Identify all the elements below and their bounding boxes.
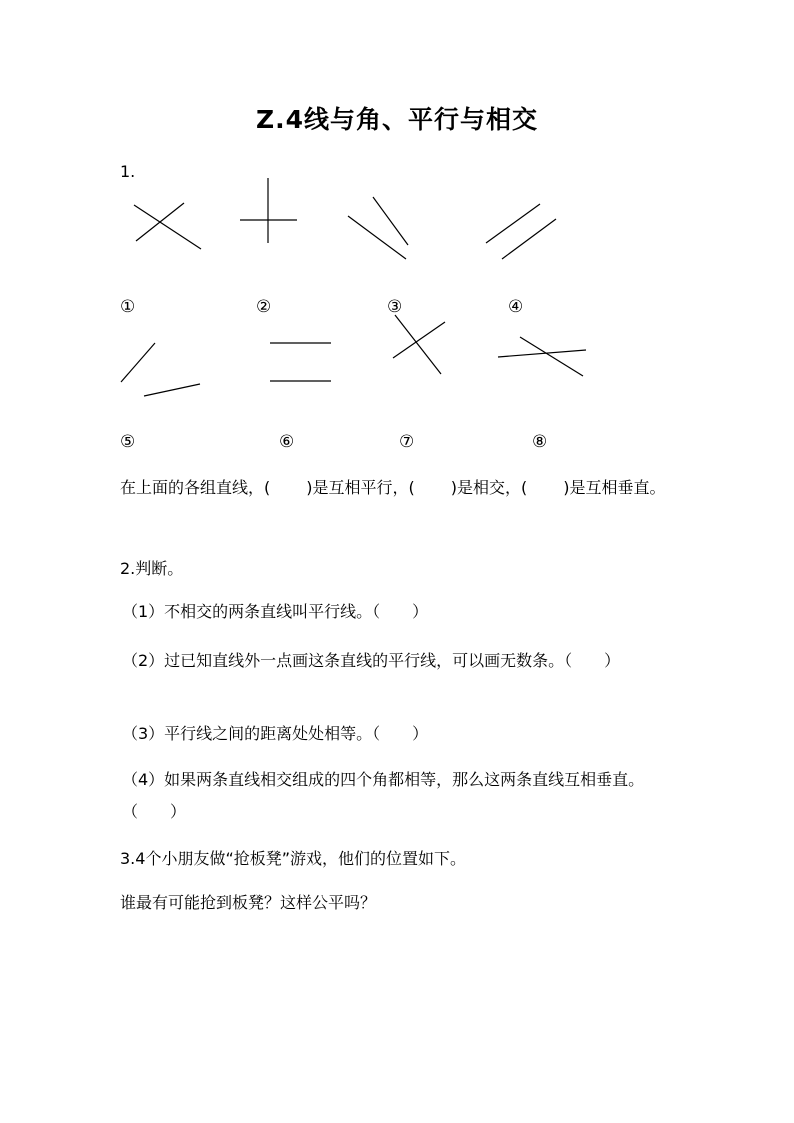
figure-2-lines [240, 178, 297, 243]
statement-part-3: )是相交，( [450, 478, 528, 497]
figure-4-label: ④ [508, 297, 524, 317]
question-2-label: 2.判断。 [120, 559, 184, 578]
page-title: Z.4线与角、平行与相交 [255, 105, 539, 134]
judgment-item-3: （3）平行线之间的距离处处相等。（ ） [122, 724, 429, 743]
question-3-prompt: 谁最有可能抢到板凳？这样公平吗？ [120, 893, 377, 912]
judgment-item-1: （1）不相交的两条直线叫平行线。（ ） [122, 602, 429, 621]
figure-4-lines [486, 204, 556, 259]
figure-6-label: ⑥ [279, 432, 295, 452]
statement-part-2: )是互相平行，( [306, 478, 415, 497]
line-figures [0, 0, 794, 470]
figure-8-label: ⑧ [532, 432, 548, 452]
statement-part-4: )是互相垂直。 [563, 478, 666, 497]
figure-5-label: ⑤ [120, 432, 136, 452]
figure-1-lines [134, 203, 201, 249]
judgment-item-2: （2）过已知直线外一点画这条直线的平行线，可以画无数条。（ ） [122, 651, 621, 670]
statement-part-1: 在上面的各组直线，( [120, 478, 271, 497]
figure-3-lines [348, 197, 408, 259]
judgment-item-4: （4）如果两条直线相交组成的四个角都相等，那么这两条直线互相垂直。（ ） [122, 770, 645, 821]
question-1-label: 1. [120, 162, 136, 181]
question-3-label: 3.4个小朋友做“抢板凳”游戏，他们的位置如下。 [120, 849, 467, 868]
question-1-statement [120, 472, 680, 504]
figure-3-label: ③ [387, 297, 403, 317]
figure-6-lines [270, 343, 331, 381]
figure-5-lines [121, 343, 200, 396]
figure-1-label: ① [120, 297, 136, 317]
figure-2-label: ② [256, 297, 272, 317]
figure-7-lines [393, 315, 445, 374]
figure-8-lines [498, 337, 586, 376]
figure-7-label: ⑦ [399, 432, 415, 452]
